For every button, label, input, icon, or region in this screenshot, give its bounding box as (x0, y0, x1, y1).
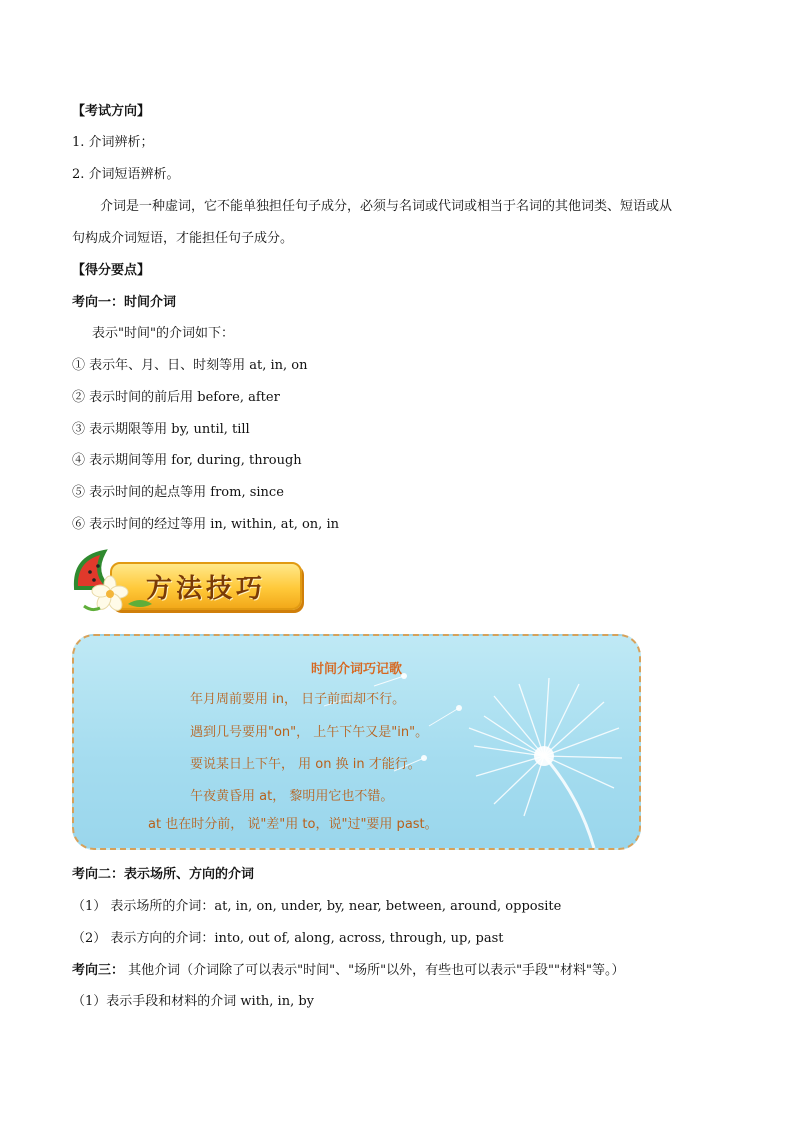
aspect1-item-4: ④ 表示期间等用 for, during, through (72, 453, 302, 468)
memory-line-2: 遇到几号要用"on"， 上午下午又是"in"。 (190, 725, 429, 740)
intro-line-1: 介词是一种虚词，它不能单独担任句子成分，必须与名词或代词或相当于名词的其他词类、短语或从 (100, 199, 673, 214)
aspect3-heading: 考向三： (72, 963, 125, 978)
aspect1-item-2: ② 表示时间的前后用 before, after (72, 390, 280, 405)
section-exam-direction: 【考试方向】 (72, 104, 151, 119)
aspect3-item-1: （1）表示手段和材料的介词 with, in, by (72, 994, 315, 1009)
memory-song-title: 时间介词巧记歌 (310, 662, 402, 677)
aspect2-item-1: （1） 表示场所的介词：at, in, on, under, by, near, between, around, opposite (72, 899, 562, 914)
memory-line-5: at 也在时分前， 说"差"用 to，说"过"要用 past。 (148, 817, 438, 832)
memory-line-1: 年月周前要用 in， 日子前面却不行。 (190, 692, 406, 707)
memory-song-box (72, 634, 641, 850)
aspect1-item-6: ⑥ 表示时间的经过等用 in, within, at, on, in (72, 517, 339, 532)
aspect2-heading: 考向二：表示场所、方向的介词 (72, 867, 255, 882)
aspect1-heading: 考向一：时间介词 (72, 295, 177, 310)
intro-line-2: 句构成介词短语，才能担任句子成分。 (72, 231, 294, 246)
exam-item-2: 2. 介词短语辨析。 (72, 167, 180, 182)
aspect3-line (72, 962, 625, 980)
aspect1-item-1: ① 表示年、月、日、时刻等用 at, in, on (72, 358, 308, 373)
banner-title: 方法技巧 (146, 574, 267, 604)
memory-line-4: 午夜黄昏用 at， 黎明用它也不错。 (190, 789, 394, 804)
aspect2-item-2: （2） 表示方向的介词：into, out of, along, across, through, up, past (72, 931, 504, 946)
aspect1-lead: 表示"时间"的介词如下： (92, 326, 234, 341)
method-tips-banner (70, 548, 302, 616)
exam-item-1: 1. 介词辨析； (72, 135, 154, 150)
aspect3-note: 其他介词（介词除了可以表示"时间"、"场所"以外，有些也可以表示"手段""材料"等。） (124, 963, 625, 978)
aspect1-item-5: ⑤ 表示时间的起点等用 from, since (72, 485, 284, 500)
section-score-points: 【得分要点】 (72, 263, 151, 278)
memory-line-3: 要说某日上下午， 用 on 换 in 才能行。 (190, 757, 421, 772)
aspect1-item-3: ③ 表示期限等用 by, until, till (72, 422, 250, 437)
